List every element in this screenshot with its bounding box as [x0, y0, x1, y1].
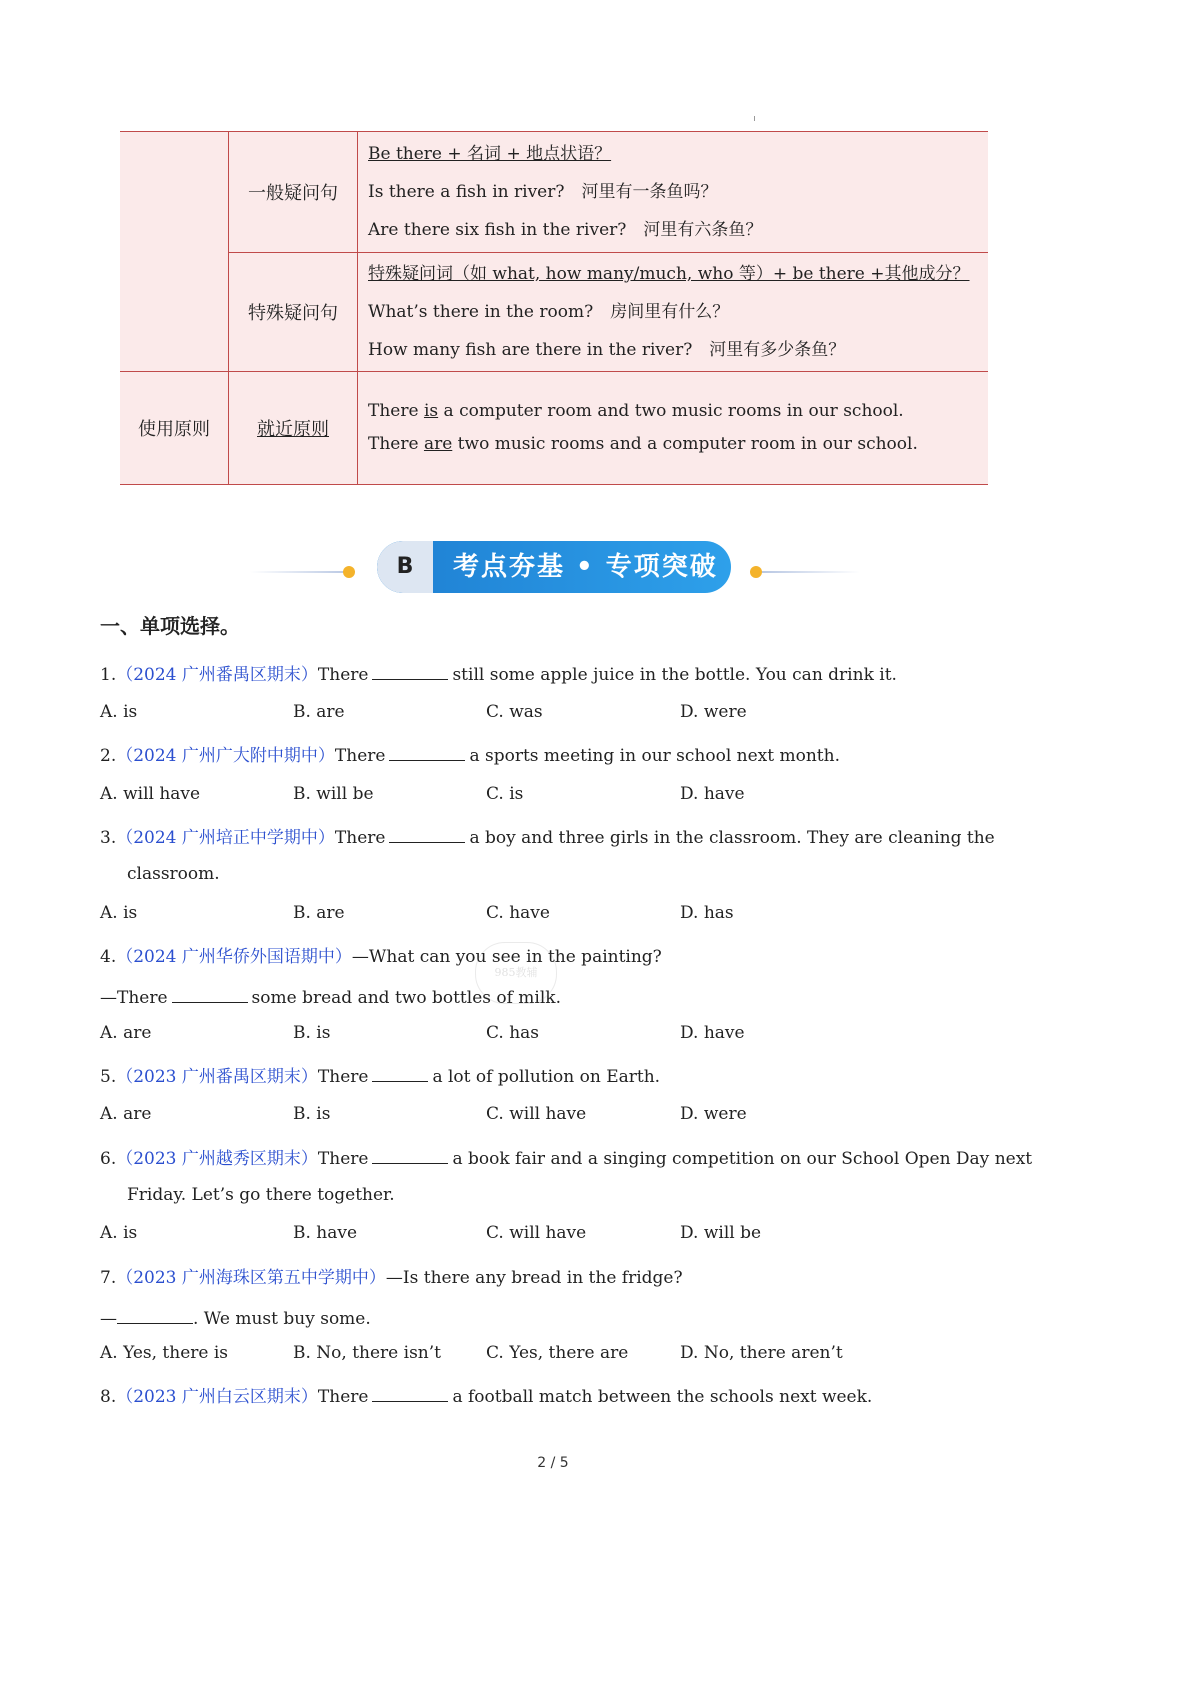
- question-text: —: [100, 1309, 117, 1329]
- question-text: There: [317, 1149, 369, 1169]
- table-category-cell: [120, 132, 229, 372]
- answer-blank[interactable]: [372, 1383, 448, 1402]
- text-segment: There: [368, 401, 424, 421]
- answer-blank[interactable]: [172, 984, 248, 1003]
- option-c[interactable]: C. was: [486, 702, 543, 722]
- answer-blank[interactable]: [372, 661, 448, 680]
- option-a[interactable]: A. is: [100, 903, 138, 923]
- table-content-cell: [358, 253, 989, 372]
- question-7: [100, 1263, 683, 1288]
- banner-dot-icon: [343, 566, 355, 578]
- answer-blank[interactable]: [372, 1145, 448, 1164]
- question-text: —There: [100, 988, 168, 1008]
- section-banner: [250, 539, 860, 595]
- example-line: [368, 428, 978, 461]
- question-text: There: [317, 1387, 369, 1407]
- question-number: 5.: [100, 1067, 117, 1087]
- question-source: （2024 广州培正中学期中）: [116, 828, 335, 848]
- question-8: [100, 1382, 872, 1407]
- question-number: 8.: [100, 1387, 117, 1407]
- grammar-table: [120, 131, 988, 485]
- banner-title: 考点夯基 • 专项突破: [453, 552, 718, 582]
- question-text: a lot of pollution on Earth.: [432, 1067, 661, 1087]
- question-1: [100, 660, 897, 685]
- option-d[interactable]: D. will be: [680, 1223, 762, 1243]
- question-text: classroom.: [127, 864, 220, 884]
- example-line: [368, 395, 978, 428]
- question-4: [100, 942, 662, 967]
- question-source: （2024 广州广大附中期中）: [116, 746, 335, 766]
- option-d[interactable]: D. has: [680, 903, 734, 923]
- example-line: What’s there in the room? 房间里有什么？: [368, 302, 730, 322]
- table-subcategory-cell: 一般疑问句: [229, 132, 358, 253]
- question-number: 1.: [100, 665, 117, 685]
- question-text: a boy and three girls in the classroom. They are cleaning the: [469, 828, 995, 848]
- option-b[interactable]: B. is: [293, 1023, 331, 1043]
- question-text: still some apple juice in the bottle. You can drink it.: [452, 665, 897, 685]
- question-source: （2023 广州番禺区期末）: [116, 1067, 318, 1087]
- answer-blank[interactable]: [372, 1063, 428, 1082]
- option-c[interactable]: C. will have: [486, 1104, 587, 1124]
- table-subcategory-cell: [229, 372, 358, 485]
- question-text: —Is there any bread in the fridge?: [385, 1268, 683, 1288]
- question-source: （2023 广州海珠区第五中学期中）: [116, 1268, 386, 1288]
- table-category-cell: 使用原则: [120, 372, 229, 485]
- option-a[interactable]: A. is: [100, 1223, 138, 1243]
- option-d[interactable]: D. have: [680, 1023, 745, 1043]
- question-source: （2024 广州番禺区期末）: [116, 665, 318, 685]
- option-a[interactable]: A. are: [100, 1023, 152, 1043]
- option-d[interactable]: D. have: [680, 784, 745, 804]
- answer-blank[interactable]: [389, 824, 465, 843]
- option-a[interactable]: A. Yes, there is: [100, 1343, 229, 1363]
- question-number: 3.: [100, 828, 117, 848]
- option-d[interactable]: D. were: [680, 1104, 747, 1124]
- option-a[interactable]: A. is: [100, 702, 138, 722]
- pattern-line: Be there + 名词 + 地点状语？: [368, 144, 612, 164]
- question-text: some bread and two bottles of milk.: [251, 988, 562, 1008]
- banner-rule: [250, 571, 350, 573]
- option-a[interactable]: A. are: [100, 1104, 152, 1124]
- question-text: a football match between the schools next week.: [452, 1387, 873, 1407]
- option-b[interactable]: B. have: [293, 1223, 358, 1243]
- question-text: a sports meeting in our school next month.: [469, 746, 840, 766]
- text-segment: a computer room and two music rooms in our school.: [438, 401, 904, 421]
- table-row: [120, 372, 988, 485]
- example-line: Is there a fish in river? 河里有一条鱼吗？: [368, 182, 718, 202]
- option-b[interactable]: B. No, there isn’t: [293, 1343, 441, 1363]
- option-b[interactable]: B. is: [293, 1104, 331, 1124]
- question-6: [100, 1144, 1032, 1169]
- question-text: Friday. Let’s go there together.: [127, 1185, 395, 1205]
- question-text: There: [334, 828, 386, 848]
- question-3: [100, 823, 995, 848]
- option-b[interactable]: B. will be: [293, 784, 374, 804]
- table-content-cell: [358, 372, 989, 485]
- table-row: [120, 253, 988, 372]
- question-text: a book fair and a singing competition on our School Open Day next: [452, 1149, 1033, 1169]
- option-d[interactable]: D. No, there aren’t: [680, 1343, 843, 1363]
- question-number: 4.: [100, 947, 117, 967]
- option-c[interactable]: C. is: [486, 784, 524, 804]
- answer-blank[interactable]: [117, 1305, 193, 1324]
- answer-blank[interactable]: [389, 742, 465, 761]
- option-b[interactable]: B. are: [293, 903, 345, 923]
- option-a[interactable]: A. will have: [100, 784, 201, 804]
- scan-mark: [754, 116, 755, 121]
- pattern-line: 特殊疑问词（如 what, how many/much, who 等）+ be there +其他成分？: [368, 264, 970, 284]
- question-source: （2023 广州白云区期末）: [116, 1387, 318, 1407]
- question-text: There: [317, 665, 369, 685]
- question-2: [100, 741, 840, 766]
- rule-name: 就近原则: [257, 419, 329, 440]
- table-subcategory-cell: 特殊疑问句: [229, 253, 358, 372]
- banner-dot-icon: [750, 566, 762, 578]
- question-source: （2024 广州华侨外国语期中）: [116, 947, 352, 967]
- option-c[interactable]: C. have: [486, 903, 550, 923]
- question-text: —What can you see in the painting?: [351, 947, 662, 967]
- underlined-verb: is: [423, 401, 439, 421]
- banner-badge: B: [377, 541, 433, 593]
- question-source: （2023 广州越秀区期末）: [116, 1149, 318, 1169]
- option-d[interactable]: D. were: [680, 702, 747, 722]
- question-text: There: [317, 1067, 369, 1087]
- option-c[interactable]: C. will have: [486, 1223, 587, 1243]
- section-title: 一、单项选择。: [100, 614, 240, 638]
- underlined-verb: are: [423, 434, 453, 454]
- option-c[interactable]: C. Yes, there are: [486, 1343, 629, 1363]
- example-line: Are there six fish in the river? 河里有六条鱼？: [368, 220, 763, 240]
- example-line: How many fish are there in the river? 河里有多少条鱼？: [368, 340, 846, 360]
- question-number: 2.: [100, 746, 117, 766]
- question-number: 6.: [100, 1149, 117, 1169]
- question-continuation: [100, 864, 220, 884]
- watermark-logo: 985教辅: [475, 942, 557, 1004]
- question-5: [100, 1062, 660, 1087]
- table-content-cell: [358, 132, 989, 253]
- page-number: 2 / 5: [537, 1455, 569, 1471]
- question-number: 7.: [100, 1268, 117, 1288]
- text-segment: There: [368, 434, 424, 454]
- table-row: [120, 132, 988, 253]
- text-segment: two music rooms and a computer room in our school.: [452, 434, 918, 454]
- option-b[interactable]: B. are: [293, 702, 345, 722]
- question-continuation: [100, 1185, 395, 1205]
- banner-rule: [762, 571, 860, 573]
- question-text: There: [334, 746, 386, 766]
- question-dialogue-line: [100, 1305, 371, 1329]
- question-text: . We must buy some.: [193, 1309, 371, 1329]
- option-c[interactable]: C. has: [486, 1023, 540, 1043]
- banner-pill: [377, 541, 731, 593]
